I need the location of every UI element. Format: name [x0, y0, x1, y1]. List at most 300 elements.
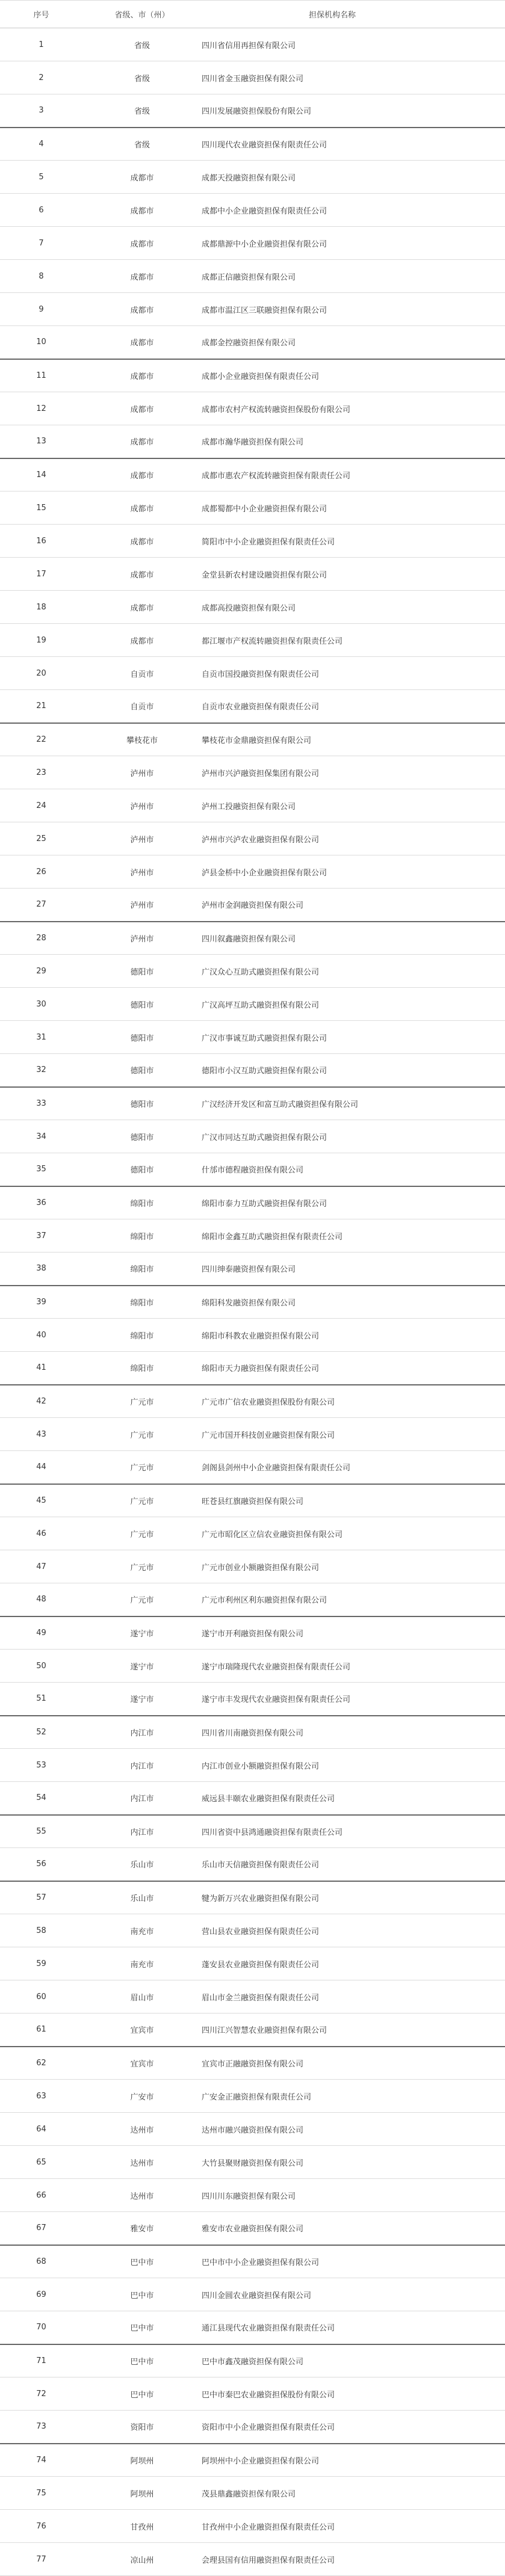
table-row [0, 1848, 505, 1881]
row-institution-name: 绵阳市天力融资担保有限责任公司 [202, 1352, 505, 1385]
row-institution-name: 广汉市同达互助式融资担保有限公司 [202, 1120, 505, 1153]
table-row [0, 94, 505, 128]
row-region: 广元市 [82, 1385, 202, 1418]
row-region: 宜宾市 [82, 2047, 202, 2080]
row-index: 70 [0, 2311, 82, 2344]
row-region: 广元市 [82, 1451, 202, 1484]
row-region: 成都市 [82, 591, 202, 624]
row-index: 68 [0, 2245, 82, 2278]
row-index: 64 [0, 2113, 82, 2146]
row-institution-name: 茂县鼎鑫融资担保有限公司 [202, 2477, 505, 2510]
row-region: 眉山市 [82, 1980, 202, 2014]
row-index: 31 [0, 1021, 82, 1054]
table-row [0, 1583, 505, 1616]
header-row [0, 1, 505, 28]
table-row [0, 657, 505, 690]
table-row [0, 1815, 505, 1848]
row-institution-name: 成都鼎源中小企业融资担保有限公司 [202, 227, 505, 260]
row-institution-name: 成都市温江区三联融资担保有限公司 [202, 293, 505, 326]
row-institution-name: 四川江兴智慧农业融资担保有限公司 [202, 2014, 505, 2047]
row-index: 74 [0, 2444, 82, 2477]
row-index: 3 [0, 94, 82, 128]
row-institution-name: 什邡市德程融资担保有限公司 [202, 1153, 505, 1186]
table-row [0, 2411, 505, 2444]
table-row [0, 1186, 505, 1219]
row-index: 14 [0, 458, 82, 491]
row-institution-name: 旺苍县红旗融资担保有限公司 [202, 1484, 505, 1517]
row-institution-name: 四川现代农业融资担保有限责任公司 [202, 128, 505, 161]
row-index: 35 [0, 1153, 82, 1186]
row-region: 阿坝州 [82, 2477, 202, 2510]
row-region: 成都市 [82, 491, 202, 525]
row-region: 绵阳市 [82, 1286, 202, 1319]
row-institution-name: 广安金正融资担保有限责任公司 [202, 2080, 505, 2113]
row-region: 绵阳市 [82, 1253, 202, 1286]
row-index: 39 [0, 1286, 82, 1319]
table-row [0, 28, 505, 61]
table-body [0, 28, 505, 2576]
row-institution-name: 四川绅泰融资担保有限公司 [202, 1253, 505, 1286]
table-row [0, 624, 505, 657]
table-row [0, 922, 505, 955]
row-index: 69 [0, 2278, 82, 2311]
row-region: 成都市 [82, 392, 202, 425]
table-row [0, 2510, 505, 2543]
table-row [0, 1914, 505, 1947]
row-institution-name: 四川省信用再担保有限公司 [202, 28, 505, 61]
table-row [0, 789, 505, 822]
table-row [0, 822, 505, 855]
row-index: 18 [0, 591, 82, 624]
table-row [0, 1153, 505, 1186]
row-index: 50 [0, 1650, 82, 1683]
row-index: 27 [0, 889, 82, 922]
row-institution-name: 内江市创业小额融资担保有限公司 [202, 1749, 505, 1782]
row-institution-name: 威远县丰颐农业融资担保有限责任公司 [202, 1782, 505, 1815]
row-index: 46 [0, 1517, 82, 1550]
table-row [0, 2444, 505, 2477]
row-region: 德阳市 [82, 955, 202, 988]
row-index: 53 [0, 1749, 82, 1782]
row-index: 1 [0, 28, 82, 61]
row-region: 省级 [82, 28, 202, 61]
row-region: 省级 [82, 128, 202, 161]
row-region: 广元市 [82, 1583, 202, 1616]
row-index: 21 [0, 690, 82, 723]
row-region: 绵阳市 [82, 1352, 202, 1385]
row-region: 泸州市 [82, 789, 202, 822]
row-index: 67 [0, 2212, 82, 2245]
row-institution-name: 德阳市小汉互助式融资担保有限公司 [202, 1054, 505, 1087]
row-institution-name: 成都天投融资担保有限公司 [202, 161, 505, 194]
row-region: 德阳市 [82, 1120, 202, 1153]
table-row [0, 1749, 505, 1782]
row-region: 德阳市 [82, 1087, 202, 1120]
row-index: 60 [0, 1980, 82, 2014]
row-region: 绵阳市 [82, 1219, 202, 1253]
row-region: 成都市 [82, 359, 202, 392]
row-institution-name: 都江堰市产权流转融资担保有限责任公司 [202, 624, 505, 657]
table-row [0, 458, 505, 491]
row-region: 成都市 [82, 194, 202, 227]
row-region: 成都市 [82, 425, 202, 458]
table-row [0, 723, 505, 756]
row-institution-name: 泸县金桥中小企业融资担保有限公司 [202, 855, 505, 889]
row-institution-name: 四川川东融资担保有限公司 [202, 2179, 505, 2212]
row-index: 77 [0, 2543, 82, 2576]
row-institution-name: 成都市惠农产权流转融资担保有限责任公司 [202, 458, 505, 491]
row-index: 45 [0, 1484, 82, 1517]
row-region: 德阳市 [82, 1054, 202, 1087]
table-row [0, 558, 505, 591]
row-region: 巴中市 [82, 2377, 202, 2411]
table-row [0, 889, 505, 922]
row-institution-name: 乐山市天信融资担保有限责任公司 [202, 1848, 505, 1881]
table-row [0, 955, 505, 988]
row-index: 4 [0, 128, 82, 161]
table-row [0, 1782, 505, 1815]
row-region: 德阳市 [82, 1153, 202, 1186]
row-index: 71 [0, 2344, 82, 2377]
row-institution-name: 犍为新万兴农业融资担保有限公司 [202, 1881, 505, 1914]
row-institution-name: 四川省资中县鸿通融资担保有限责任公司 [202, 1815, 505, 1848]
row-institution-name: 巴中市中小企业融资担保有限公司 [202, 2245, 505, 2278]
table-row [0, 2014, 505, 2047]
row-index: 63 [0, 2080, 82, 2113]
row-region: 南充市 [82, 1914, 202, 1947]
row-region: 德阳市 [82, 988, 202, 1021]
table-row [0, 1286, 505, 1319]
table-row [0, 2113, 505, 2146]
row-index: 26 [0, 855, 82, 889]
row-institution-name: 成都市瀚华融资担保有限公司 [202, 425, 505, 458]
row-institution-name: 绵阳科发融资担保有限公司 [202, 1286, 505, 1319]
table-row [0, 61, 505, 94]
row-index: 20 [0, 657, 82, 690]
row-institution-name: 四川金圆农业融资担保有限公司 [202, 2278, 505, 2311]
row-institution-name: 四川发展融资担保股份有限公司 [202, 94, 505, 128]
row-region: 巴中市 [82, 2344, 202, 2377]
row-region: 泸州市 [82, 756, 202, 789]
row-index: 5 [0, 161, 82, 194]
row-region: 内江市 [82, 1716, 202, 1749]
row-region: 省级 [82, 94, 202, 128]
row-region: 泸州市 [82, 822, 202, 855]
row-region: 广安市 [82, 2080, 202, 2113]
row-index: 25 [0, 822, 82, 855]
row-institution-name: 广元市广信农业融资担保股份有限公司 [202, 1385, 505, 1418]
row-index: 28 [0, 922, 82, 955]
table-row [0, 491, 505, 525]
row-region: 宜宾市 [82, 2014, 202, 2047]
row-region: 自贡市 [82, 690, 202, 723]
table-row [0, 260, 505, 293]
row-institution-name: 成都高投融资担保有限公司 [202, 591, 505, 624]
row-institution-name: 巴中市秦巴农业融资担保股份有限公司 [202, 2377, 505, 2411]
row-region: 攀枝花市 [82, 723, 202, 756]
table-row [0, 756, 505, 789]
table-row [0, 2543, 505, 2576]
row-region: 广元市 [82, 1517, 202, 1550]
table-row [0, 988, 505, 1021]
row-institution-name: 眉山市金兰融资担保有限责任公司 [202, 1980, 505, 2014]
row-index: 66 [0, 2179, 82, 2212]
table-row [0, 1550, 505, 1583]
row-region: 资阳市 [82, 2411, 202, 2444]
row-institution-name: 大竹县聚财融资担保有限公司 [202, 2146, 505, 2179]
row-index: 30 [0, 988, 82, 1021]
row-index: 40 [0, 1319, 82, 1352]
row-index: 33 [0, 1087, 82, 1120]
row-institution-name: 蓬安县农业融资担保有限责任公司 [202, 1947, 505, 1980]
row-region: 泸州市 [82, 889, 202, 922]
row-region: 成都市 [82, 624, 202, 657]
table-row [0, 1021, 505, 1054]
row-index: 52 [0, 1716, 82, 1749]
row-institution-name: 成都金控融资担保有限公司 [202, 326, 505, 359]
table-row [0, 1517, 505, 1550]
row-institution-name: 成都小企业融资担保有限责任公司 [202, 359, 505, 392]
row-region: 成都市 [82, 260, 202, 293]
row-region: 泸州市 [82, 855, 202, 889]
row-institution-name: 遂宁市丰发现代农业融资担保有限责任公司 [202, 1683, 505, 1716]
table-row [0, 855, 505, 889]
row-institution-name: 四川叙鑫融资担保有限公司 [202, 922, 505, 955]
row-institution-name: 金堂县新农村建设融资担保有限公司 [202, 558, 505, 591]
row-region: 绵阳市 [82, 1319, 202, 1352]
table-header [0, 1, 505, 28]
row-region: 广元市 [82, 1418, 202, 1451]
row-institution-name: 泸州市兴泸融资担保集团有限公司 [202, 756, 505, 789]
row-institution-name: 阿坝州中小企业融资担保有限公司 [202, 2444, 505, 2477]
row-institution-name: 雅安市农业融资担保有限公司 [202, 2212, 505, 2245]
table-row [0, 1418, 505, 1451]
table-row [0, 2344, 505, 2377]
table-row [0, 1616, 505, 1650]
row-index: 57 [0, 1881, 82, 1914]
row-region: 广元市 [82, 1550, 202, 1583]
row-index: 49 [0, 1616, 82, 1650]
row-region: 成都市 [82, 525, 202, 558]
table-row [0, 1716, 505, 1749]
header-index: 序号 [0, 1, 82, 28]
row-institution-name: 成都市农村产权流转融资担保股份有限公司 [202, 392, 505, 425]
table-row [0, 1650, 505, 1683]
table-row [0, 1683, 505, 1716]
row-institution-name: 绵阳市金鑫互助式融资担保有限责任公司 [202, 1219, 505, 1253]
row-institution-name: 遂宁市瑞隆现代农业融资担保有限责任公司 [202, 1650, 505, 1683]
row-institution-name: 四川省川南融资担保有限公司 [202, 1716, 505, 1749]
row-institution-name: 甘孜州中小企业融资担保有限责任公司 [202, 2510, 505, 2543]
row-region: 泸州市 [82, 922, 202, 955]
row-index: 10 [0, 326, 82, 359]
row-index: 12 [0, 392, 82, 425]
table-row [0, 425, 505, 458]
table-row [0, 690, 505, 723]
row-institution-name: 四川省金玉融资担保有限公司 [202, 61, 505, 94]
row-index: 23 [0, 756, 82, 789]
row-institution-name: 泸州工投融资担保有限公司 [202, 789, 505, 822]
row-index: 55 [0, 1815, 82, 1848]
row-index: 38 [0, 1253, 82, 1286]
table-row [0, 359, 505, 392]
row-index: 59 [0, 1947, 82, 1980]
table-row [0, 2212, 505, 2245]
row-region: 遂宁市 [82, 1650, 202, 1683]
row-index: 8 [0, 260, 82, 293]
row-institution-name: 达州市融兴融资担保有限公司 [202, 2113, 505, 2146]
row-index: 36 [0, 1186, 82, 1219]
row-institution-name: 广汉众心互助式融资担保有限公司 [202, 955, 505, 988]
row-region: 成都市 [82, 326, 202, 359]
row-index: 56 [0, 1848, 82, 1881]
row-region: 乐山市 [82, 1848, 202, 1881]
table-row [0, 1054, 505, 1087]
table-row [0, 2377, 505, 2411]
row-institution-name: 广元市利州区利东融资担保有限公司 [202, 1583, 505, 1616]
row-region: 省级 [82, 61, 202, 94]
row-index: 29 [0, 955, 82, 988]
row-region: 遂宁市 [82, 1683, 202, 1716]
row-institution-name: 巴中市鑫茂融资担保有限公司 [202, 2344, 505, 2377]
row-institution-name: 通江县现代农业融资担保有限责任公司 [202, 2311, 505, 2344]
header-region: 省级、市（州） [82, 1, 202, 28]
table-row [0, 1120, 505, 1153]
row-institution-name: 剑阁县剑州中小企业融资担保有限责任公司 [202, 1451, 505, 1484]
table-row [0, 227, 505, 260]
row-index: 11 [0, 359, 82, 392]
row-index: 75 [0, 2477, 82, 2510]
row-institution-name: 简阳市中小企业融资担保有限责任公司 [202, 525, 505, 558]
table-row [0, 326, 505, 359]
row-index: 32 [0, 1054, 82, 1087]
table-row [0, 1385, 505, 1418]
row-index: 41 [0, 1352, 82, 1385]
row-index: 17 [0, 558, 82, 591]
row-region: 内江市 [82, 1782, 202, 1815]
row-region: 巴中市 [82, 2245, 202, 2278]
row-index: 19 [0, 624, 82, 657]
table-row [0, 1980, 505, 2014]
row-institution-name: 成都正信融资担保有限公司 [202, 260, 505, 293]
row-region: 甘孜州 [82, 2510, 202, 2543]
row-region: 凉山州 [82, 2543, 202, 2576]
row-institution-name: 泸州市兴泸农业融资担保有限公司 [202, 822, 505, 855]
row-institution-name: 广元市国开科技创业融资担保有限公司 [202, 1418, 505, 1451]
row-index: 37 [0, 1219, 82, 1253]
row-index: 62 [0, 2047, 82, 2080]
table-row [0, 525, 505, 558]
row-region: 成都市 [82, 227, 202, 260]
row-index: 47 [0, 1550, 82, 1583]
row-institution-name: 成都蜀都中小企业融资担保有限公司 [202, 491, 505, 525]
row-institution-name: 广汉高坪互助式融资担保有限公司 [202, 988, 505, 1021]
row-index: 44 [0, 1451, 82, 1484]
row-institution-name: 攀枝花市金鼎融资担保有限公司 [202, 723, 505, 756]
row-index: 22 [0, 723, 82, 756]
row-index: 16 [0, 525, 82, 558]
row-institution-name: 广汉经济开发区和富互助式融资担保有限公司 [202, 1087, 505, 1120]
row-institution-name: 营山县农业融资担保有限责任公司 [202, 1914, 505, 1947]
row-region: 达州市 [82, 2146, 202, 2179]
table-row [0, 2047, 505, 2080]
row-index: 54 [0, 1782, 82, 1815]
row-institution-name: 资阳市中小企业融资担保有限责任公司 [202, 2411, 505, 2444]
table-row [0, 591, 505, 624]
table-row [0, 2080, 505, 2113]
row-institution-name: 绵阳市科教农业融资担保有限公司 [202, 1319, 505, 1352]
row-institution-name: 会理县国有信用融资担保有限责任公司 [202, 2543, 505, 2576]
table-row [0, 161, 505, 194]
row-institution-name: 遂宁市开利融资担保有限公司 [202, 1616, 505, 1650]
row-region: 南充市 [82, 1947, 202, 1980]
table-row [0, 2179, 505, 2212]
row-region: 乐山市 [82, 1881, 202, 1914]
row-institution-name: 绵阳市泰力互助式融资担保有限公司 [202, 1186, 505, 1219]
table-row [0, 1253, 505, 1286]
row-index: 65 [0, 2146, 82, 2179]
row-region: 绵阳市 [82, 1186, 202, 1219]
table-row [0, 293, 505, 326]
row-institution-name: 自贡市国投融资担保有限责任公司 [202, 657, 505, 690]
table-row [0, 1352, 505, 1385]
row-region: 成都市 [82, 161, 202, 194]
row-institution-name: 广元市创业小额融资担保有限公司 [202, 1550, 505, 1583]
row-index: 6 [0, 194, 82, 227]
row-institution-name: 成都中小企业融资担保有限责任公司 [202, 194, 505, 227]
row-region: 自贡市 [82, 657, 202, 690]
table-row [0, 1484, 505, 1517]
table-row [0, 194, 505, 227]
table-row [0, 2477, 505, 2510]
row-index: 61 [0, 2014, 82, 2047]
row-index: 24 [0, 789, 82, 822]
header-institution-name: 担保机构名称 [202, 1, 505, 28]
table-row [0, 1451, 505, 1484]
row-index: 15 [0, 491, 82, 525]
row-institution-name: 泸州市金润融资担保有限公司 [202, 889, 505, 922]
row-region: 内江市 [82, 1815, 202, 1848]
row-index: 2 [0, 61, 82, 94]
row-index: 43 [0, 1418, 82, 1451]
row-index: 7 [0, 227, 82, 260]
row-region: 成都市 [82, 558, 202, 591]
table-row [0, 1881, 505, 1914]
row-region: 阿坝州 [82, 2444, 202, 2477]
table-row [0, 2245, 505, 2278]
row-region: 广元市 [82, 1484, 202, 1517]
row-region: 巴中市 [82, 2311, 202, 2344]
row-index: 58 [0, 1914, 82, 1947]
row-region: 遂宁市 [82, 1616, 202, 1650]
table-row [0, 1219, 505, 1253]
table-row [0, 1087, 505, 1120]
row-region: 巴中市 [82, 2278, 202, 2311]
row-index: 9 [0, 293, 82, 326]
row-index: 13 [0, 425, 82, 458]
table-row [0, 2278, 505, 2311]
row-index: 51 [0, 1683, 82, 1716]
row-index: 72 [0, 2377, 82, 2411]
row-index: 76 [0, 2510, 82, 2543]
row-region: 内江市 [82, 1749, 202, 1782]
row-institution-name: 宜宾市正融融资担保有限公司 [202, 2047, 505, 2080]
row-index: 42 [0, 1385, 82, 1418]
row-region: 达州市 [82, 2113, 202, 2146]
table-row [0, 2311, 505, 2344]
table-row [0, 128, 505, 161]
table-row [0, 2146, 505, 2179]
